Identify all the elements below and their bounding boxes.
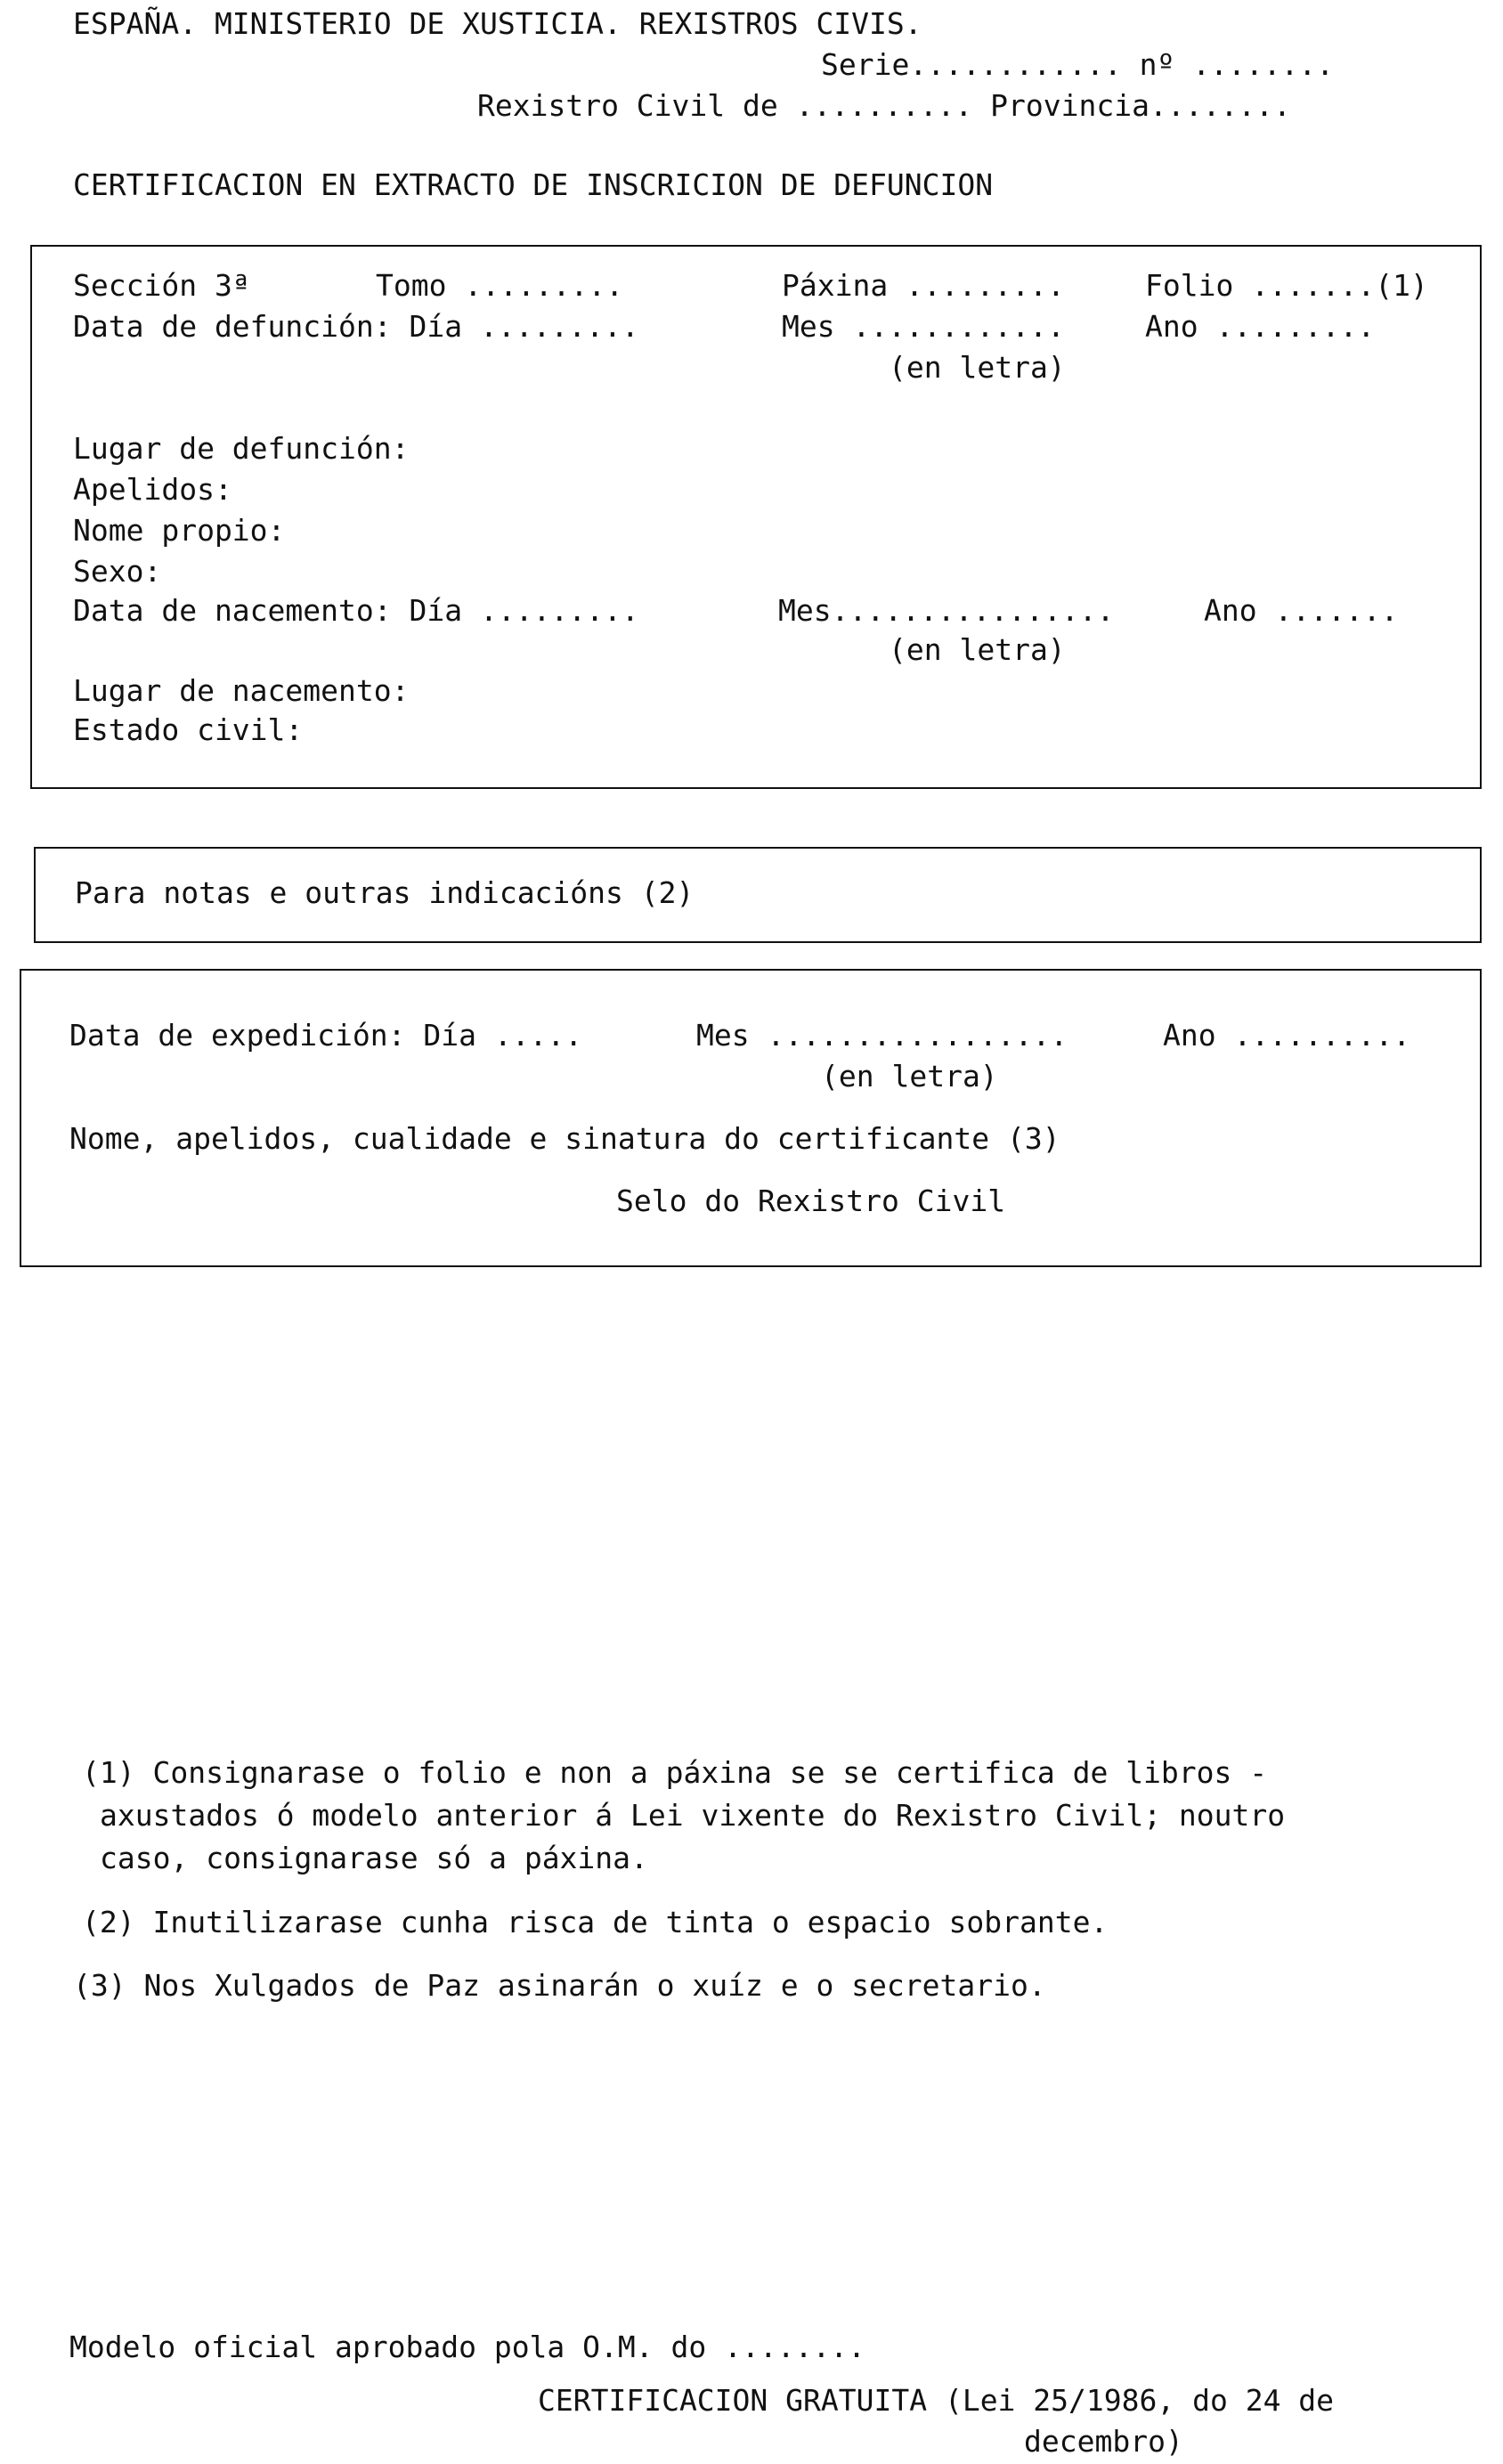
official-model-note: Modelo oficial aprobado pola O.M. do ........ <box>69 2330 866 2364</box>
footnote-1-line-1: (1) Consignarase o folio e non a páxina se se certifica de libros - <box>82 1755 1268 1790</box>
expedition-box <box>20 969 1482 1267</box>
registry-field: Rexistro Civil de .......... Provincia........ <box>477 88 1291 123</box>
sex-label: Sexo: <box>73 554 162 589</box>
given-name-label: Nome propio: <box>73 513 286 548</box>
footnote-1-line-3: caso, consignarase só a páxina. <box>100 1841 648 1875</box>
footnote-2: (2) Inutilizarase cunha risca de tinta o espacio sobrante. <box>82 1905 1109 1939</box>
expedition-date-day: Data de expedición: Día ..... <box>69 1018 583 1053</box>
birth-date-month: Mes................ <box>778 593 1115 628</box>
folio-field: Folio .......(1) <box>1145 268 1428 303</box>
footnote-1-line-2: axustados ó modelo anterior á Lei vixente do Rexistro Civil; noutro <box>100 1798 1286 1833</box>
expedition-en-letra: (en letra) <box>821 1059 998 1094</box>
ministry-header: ESPAÑA. MINISTERIO DE XUSTICIA. REXISTROS CIVIS. <box>73 6 922 41</box>
death-date-day: Data de defunción: Día ......... <box>73 309 639 344</box>
document-title: CERTIFICACION EN EXTRACTO DE INSCRICION DE DEFUNCION <box>73 167 994 202</box>
registry-seal-label: Selo do Rexistro Civil <box>616 1183 1006 1218</box>
surnames-label: Apelidos: <box>73 472 232 507</box>
death-date-year: Ano ......... <box>1145 309 1376 344</box>
free-certification-line-2: decembro) <box>1024 2424 1183 2459</box>
death-place-label: Lugar de defunción: <box>73 431 410 466</box>
serie-field: Serie............ nº ........ <box>821 47 1335 82</box>
death-en-letra: (en letra) <box>889 350 1066 385</box>
birth-place-label: Lugar de nacemento: <box>73 673 410 708</box>
tomo-field: Tomo ......... <box>376 268 624 303</box>
seccion-label: Sección 3ª <box>73 268 250 303</box>
notes-label: Para notas e outras indicacións (2) <box>75 875 695 910</box>
civil-status-label: Estado civil: <box>73 712 304 747</box>
birth-date-year: Ano ....... <box>1204 593 1399 628</box>
free-certification-line-1: CERTIFICACION GRATUITA (Lei 25/1986, do 24 de <box>538 2383 1335 2418</box>
footnote-3: (3) Nos Xulgados de Paz asinarán o xuíz e o secretario. <box>73 1968 1046 2003</box>
death-date-month: Mes ............ <box>782 309 1065 344</box>
birth-en-letra: (en letra) <box>889 632 1066 667</box>
birth-date-day: Data de nacemento: Día ......... <box>73 593 639 628</box>
expedition-date-month: Mes ................. <box>696 1018 1068 1053</box>
certificante-label: Nome, apelidos, cualidade e sinatura do certificante (3) <box>69 1121 1060 1156</box>
expedition-date-year: Ano .......... <box>1163 1018 1411 1053</box>
paxina-field: Páxina ......... <box>782 268 1065 303</box>
